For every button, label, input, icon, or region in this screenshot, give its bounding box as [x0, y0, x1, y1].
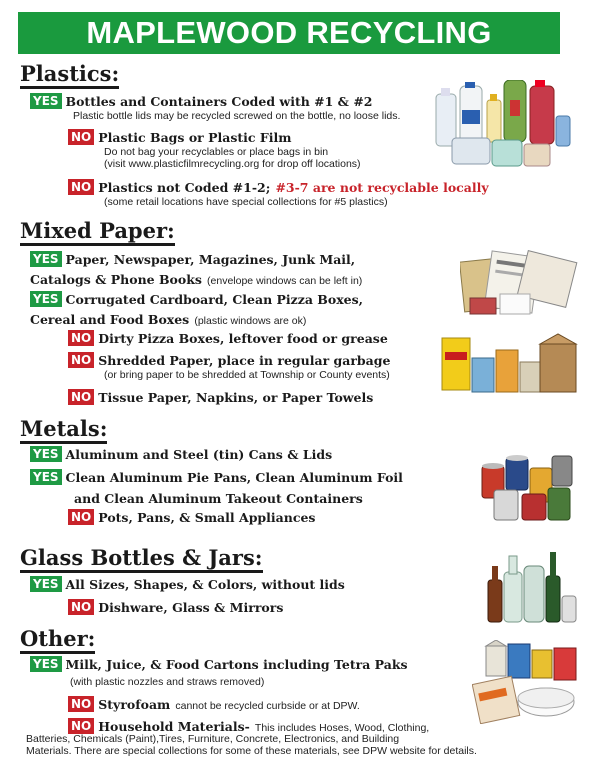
plastics-yes-item: YES Bottles and Containers Coded with #1 & #2 Plastic bottle lids may be recycled screwed on the bottle, no loose lids.: [30, 91, 400, 122]
metals-yes-item-1: YES Aluminum and Steel (tin) Cans & Lids: [30, 444, 332, 463]
paper-yes-item-1: YES Paper, Newspaper, Magazines, Junk Mail, Catalogs & Phone Books (envelope windows can be left in): [30, 252, 363, 287]
mixed-paper-heading: Mixed Paper:: [20, 219, 175, 246]
plastics-no-item-2: NO Plastics not Coded #1-2; #3-7 are not recyclable locally (some retail locations have special collections for #5 plastics): [68, 177, 489, 208]
glass-bottles-image: [484, 546, 580, 626]
yes-badge: YES: [30, 93, 62, 109]
plastics-heading: Plastics:: [20, 62, 119, 89]
other-yes-item: YES Milk, Juice, & Food Cartons including Tetra Paks (with plastic nozzles and straws removed): [30, 654, 408, 688]
no-badge: NO: [68, 179, 94, 195]
no-badge: NO: [68, 330, 94, 346]
no-badge: NO: [68, 599, 94, 615]
paper-no-item-2: NO Shredded Paper, place in regular garbage (or bring paper to be shredded at Township or County events): [68, 350, 390, 381]
mixed-paper-image: [460, 250, 580, 320]
metals-heading: Metals:: [20, 417, 107, 444]
metal-cans-image: [476, 452, 576, 524]
no-badge: NO: [68, 696, 94, 712]
other-no-item-2-details: Batteries, Chemicals (Paint),Tires, Furniture, Concrete, Electronics, and Building Materials. There are special collections for some of these materials, see DPW website for details.: [26, 733, 477, 757]
other-no-item-1: NO Styrofoam cannot be recycled curbside or at DPW.: [68, 694, 360, 713]
no-badge: NO: [68, 718, 94, 734]
yes-badge: YES: [30, 291, 62, 307]
glass-heading: Glass Bottles & Jars:: [20, 546, 263, 573]
food-cartons-image: [472, 640, 580, 724]
page-title: MAPLEWOOD RECYCLING GUIDELINES: [86, 15, 492, 92]
no-badge: NO: [68, 129, 94, 145]
paper-no-item-3: NO Tissue Paper, Napkins, or Paper Towels: [68, 387, 373, 406]
yes-badge: YES: [30, 656, 62, 672]
metals-yes-item-2: YES Clean Aluminum Pie Pans, Clean Aluminum Foil and Clean Aluminum Takeout Containers: [30, 467, 403, 507]
yes-badge: YES: [30, 446, 62, 462]
cardboard-boxes-image: [440, 330, 580, 400]
no-badge: NO: [68, 389, 94, 405]
metals-no-item-1: NO Pots, Pans, & Small Appliances: [68, 507, 315, 526]
other-no-item-2: NO Household Materials- This includes Hoses, Wood, Clothing,: [68, 716, 429, 735]
no-badge: NO: [68, 352, 94, 368]
glass-yes-item: YES All Sizes, Shapes, & Colors, without lids: [30, 574, 345, 593]
yes-badge: YES: [30, 469, 62, 485]
paper-no-item-1: NO Dirty Pizza Boxes, leftover food or grease: [68, 328, 388, 347]
plastic-bottles-image: [432, 80, 582, 172]
no-badge: NO: [68, 509, 94, 525]
yes-badge: YES: [30, 576, 62, 592]
glass-no-item: NO Dishware, Glass & Mirrors: [68, 597, 283, 616]
other-heading: Other:: [20, 627, 95, 654]
plastics-no-item-1: NO Plastic Bags or Plastic Film Do not bag your recyclables or place bags in bin (visit www.plasticfilmrecycling.org for drop off locations): [68, 127, 361, 170]
yes-badge: YES: [30, 251, 62, 267]
paper-yes-item-2: YES Corrugated Cardboard, Clean Pizza Boxes, Cereal and Food Boxes (plastic windows are ok): [30, 292, 363, 327]
